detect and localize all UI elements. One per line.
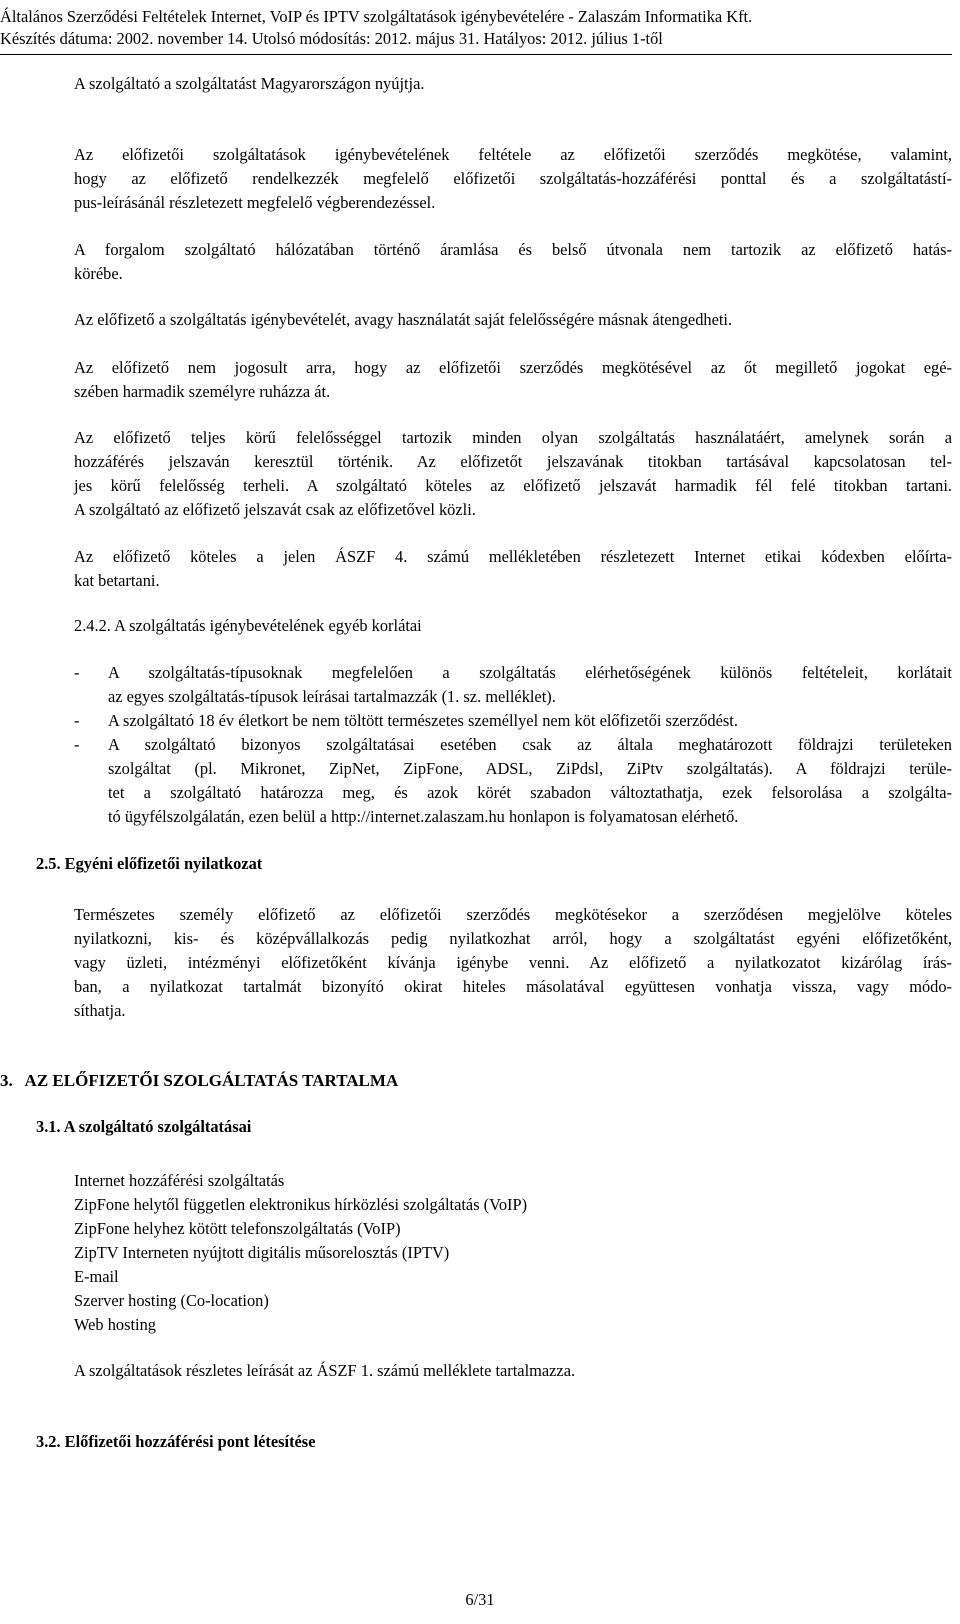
section-3-2-title: 3.2. Előfizetői hozzáférési pont létesítése	[36, 1432, 316, 1451]
section-3-1-title: 3.1. A szolgáltató szolgáltatásai	[36, 1117, 252, 1136]
paragraph-password-line: jes körű felelősség terheli. A szolgáltató köteles az előfizető jelszavát harmadik fél felé titokban tartani.	[74, 476, 952, 495]
service-list-item: ZipTV Interneten nyújtott digitális műsorelosztás (IPTV)	[74, 1243, 450, 1262]
paragraph-declaration-line: síthatja.	[74, 1001, 126, 1020]
paragraph-declaration-line: ban, a nyilatkozat tartalmát bizonyító okirat hiteles másolatával együttesen vonhatja vissza, vagy módo-	[74, 977, 952, 996]
bullet-dash: -	[74, 735, 80, 754]
paragraph-rights-line: Az előfizető nem jogosult arra, hogy az előfizetői szerződés megkötésével az őt megillető jogokat egé-	[74, 358, 952, 377]
bullet-dash: -	[74, 663, 80, 682]
section-2-4-2-title: 2.4.2. A szolgáltatás igénybevételének egyéb korlátai	[74, 616, 422, 635]
service-list-item: Internet hozzáférési szolgáltatás	[74, 1171, 285, 1190]
bullet-geography-line: A szolgáltató bizonyos szolgáltatásai esetében csak az általa meghatározott földrajzi területeken	[108, 735, 952, 754]
service-list-item: ZipFone helyhez kötött telefonszolgáltatás (VoIP)	[74, 1219, 401, 1238]
bullet-limitations-line: az egyes szolgáltatás-típusok leírásai tartalmazzák (1. sz. melléklet).	[108, 687, 556, 706]
service-list-item: E-mail	[74, 1267, 119, 1286]
bullet-geography-line: szolgáltat (pl. Mikronet, ZipNet, ZipFone, ADSL, ZiPdsl, ZiPtv szolgáltatás). A földrajzi terüle-	[108, 759, 952, 778]
paragraph-password-line: hozzáférés jelszaván keresztül történik. Az előfizetőt jelszavának titokban tartásával kapcsolatosan tel-	[74, 452, 952, 471]
paragraph-conditions-line: Az előfizetői szolgáltatások igénybevételének feltétele az előfizetői szerződés megkötése, valamint,	[74, 145, 952, 164]
bullet-geography-line: tet a szolgáltató határozza meg, és azok körét szabadon változtathatja, ezek felsorolása a szolgálta-	[108, 783, 952, 802]
paragraph-rights-line: szében harmadik személyre ruházza át.	[74, 382, 331, 401]
page-header	[0, 6, 960, 50]
service-list-item: Web hosting	[74, 1315, 156, 1334]
paragraph-traffic-line: körébe.	[74, 264, 123, 283]
bullet-limitations-line: A szolgáltatás-típusoknak megfelelően a szolgáltatás elérhetőségének különös feltételeit, korlátait	[108, 663, 952, 682]
bullet-dash: -	[74, 711, 80, 730]
paragraph-conditions-line: pus-leírásánál részletezett megfelelő végberendezéssel.	[74, 193, 436, 212]
service-list-item: Szerver hosting (Co-location)	[74, 1291, 269, 1310]
page-number: 6/31	[465, 1590, 495, 1609]
paragraph-transfer-use: Az előfizető a szolgáltatás igénybevételét, avagy használatát saját felelősségére másnak átengedheti.	[74, 310, 733, 329]
paragraph-service-territory: A szolgáltató a szolgáltatást Magyarországon nyújtja.	[74, 74, 425, 93]
paragraph-declaration-line: Természetes személy előfizető az előfizetői szerződés megkötésekor a szerződésen megjelölve köteles	[74, 905, 952, 924]
paragraph-declaration-line: vagy üzleti, intézményi előfizetőként kívánja igénybe venni. Az előfizető a nyilatkozatot kizárólag írás-	[74, 953, 952, 972]
header-divider	[0, 54, 952, 55]
paragraph-conditions-line: hogy az előfizető rendelkezzék megfelelő előfizetői szolgáltatás-hozzáférési ponttal és a szolgáltatástí-	[74, 169, 952, 188]
bullet-age-limit: A szolgáltató 18 év életkort be nem töltött természetes személlyel nem köt előfizetői szerződést.	[108, 711, 738, 730]
section-2-5-title: 2.5. Egyéni előfizetői nyilatkozat	[36, 854, 263, 873]
service-list-item: ZipFone helytől független elektronikus hírközlési szolgáltatás (VoIP)	[74, 1195, 528, 1214]
header-dates: Készítés dátuma: 2002. november 14. Utolsó módosítás: 2012. május 31. Hatályos: 2012. július 1-től	[0, 29, 663, 48]
section-3-title: 3. AZ ELŐFIZETŐI SZOLGÁLTATÁS TARTALMA	[0, 1071, 399, 1090]
services-note: A szolgáltatások részletes leírását az ÁSZF 1. számú melléklete tartalmazza.	[74, 1361, 576, 1380]
header-title: Általános Szerződési Feltételek Internet, VoIP és IPTV szolgáltatások igénybevételére - Zalaszám Informatika Kft.	[0, 7, 753, 26]
paragraph-traffic-line: A forgalom szolgáltató hálózatában történő áramlása és belső útvonala nem tartozik az előfizető hatás-	[74, 240, 952, 259]
bullet-geography-line: tó ügyfélszolgálatán, ezen belül a http://internet.zalaszam.hu honlapon is folyamatosan elérhető.	[108, 807, 739, 826]
paragraph-ethics-line: Az előfizető köteles a jelen ÁSZF 4. számú mellékletében részletezett Internet etikai kódexben előírta-	[74, 547, 952, 566]
paragraph-password-line: Az előfizető teljes körű felelősséggel tartozik minden olyan szolgáltatás használatáért, amelynek során a	[74, 428, 952, 447]
paragraph-declaration-line: nyilatkozni, kis- és középvállalkozás pedig nyilatkozhat arról, hogy a szolgáltatást egyéni előfizetőként,	[74, 929, 952, 948]
paragraph-ethics-line: kat betartani.	[74, 571, 160, 590]
paragraph-password-line: A szolgáltató az előfizető jelszavát csak az előfizetővel közli.	[74, 500, 476, 519]
